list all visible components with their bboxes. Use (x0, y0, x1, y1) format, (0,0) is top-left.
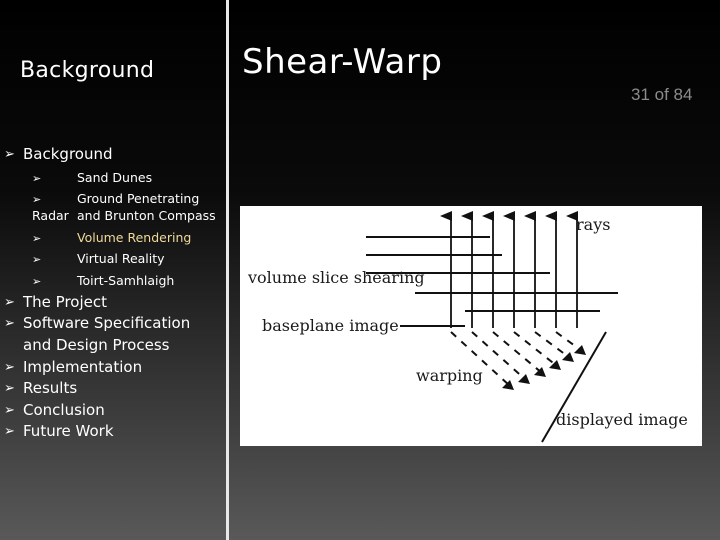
nav-item-label: Background (23, 145, 113, 163)
arrow-bullet-icon: ➢ (32, 193, 42, 206)
section-title: Background (20, 58, 155, 83)
arrow-bullet-icon: ➢ (32, 232, 42, 245)
nav-item-label: The Project (23, 293, 107, 311)
page-counter: 31 of 84 (631, 85, 693, 104)
shear-warp-diagram (240, 206, 702, 446)
slide-title: Shear-Warp (242, 42, 443, 82)
panel-divider (226, 0, 229, 540)
nav-item-implementation[interactable] (4, 358, 143, 376)
nav-subitem-label: Sand Dunes (77, 170, 153, 185)
nav-subitem-sand-dunes[interactable] (32, 170, 153, 185)
nav-item-label: Future Work (23, 422, 114, 440)
nav-subitem-gpr-cont (77, 208, 216, 223)
nav-subitem-gpr[interactable] (32, 191, 200, 206)
nav-subitem-virtual-reality[interactable] (32, 251, 165, 266)
arrow-bullet-icon: ➢ (4, 403, 15, 418)
nav-item-results[interactable] (4, 379, 78, 397)
nav-item-label: Implementation (23, 358, 143, 376)
shear-warp-diagram-svg (240, 206, 702, 446)
arrow-bullet-icon: ➢ (4, 424, 15, 439)
arrow-bullet-icon: ➢ (4, 316, 15, 331)
warping-arrowheads (502, 345, 586, 390)
nav-item-software-spec[interactable] (4, 314, 191, 332)
nav-subitem-label: Toirt-Samhlaigh (77, 273, 175, 288)
label-displayed-image: displayed image (556, 410, 688, 429)
arrow-bullet-icon: ➢ (32, 275, 42, 288)
nav-item-label: Conclusion (23, 401, 105, 419)
nav-subitem-volume-rendering[interactable] (32, 230, 192, 245)
label-baseplane-image: baseplane image (262, 316, 399, 335)
nav-subitem-label: Virtual Reality (77, 251, 165, 266)
nav-item-label: and Design Process (23, 336, 170, 354)
label-rays: rays (576, 215, 611, 234)
nav-subitem-gpr-radar: Radar (32, 208, 69, 223)
nav-item-label: Results (23, 379, 78, 397)
nav-item-conclusion[interactable] (4, 401, 105, 419)
arrow-bullet-icon: ➢ (4, 295, 15, 310)
nav-item-the-project[interactable] (4, 293, 107, 311)
nav-subitem-label: Volume Rendering (77, 230, 192, 245)
label-volume-slice-shearing: volume slice shearing (248, 268, 425, 287)
nav-subitem-label: and Brunton Compass (77, 208, 216, 223)
arrow-bullet-icon: ➢ (4, 147, 15, 162)
nav-subitem-toirt-samhlaigh[interactable] (32, 273, 175, 288)
arrow-bullet-icon: ➢ (4, 381, 15, 396)
nav-item-future-work[interactable] (4, 422, 114, 440)
arrow-bullet-icon: ➢ (32, 172, 42, 185)
nav-item-label: Software Specification (23, 314, 191, 332)
nav-item-background[interactable] (4, 145, 113, 163)
nav-item-software-spec-cont (23, 336, 169, 354)
arrow-bullet-icon: ➢ (4, 360, 15, 375)
outline-panel (0, 0, 226, 540)
arrow-bullet-icon: ➢ (32, 253, 42, 266)
label-warping: warping (416, 366, 483, 385)
nav-subitem-label: Ground Penetrating (77, 191, 200, 206)
